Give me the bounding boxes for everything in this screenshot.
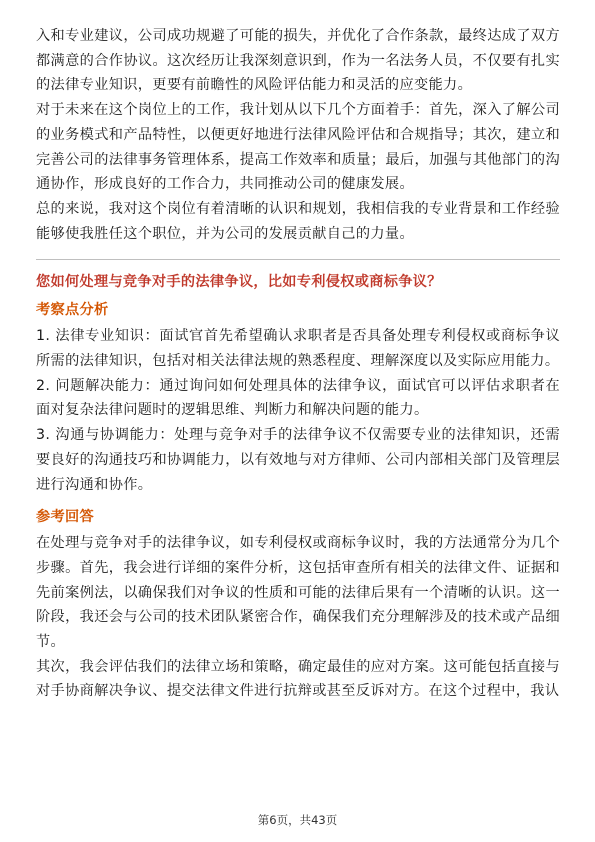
analysis-item-1: 1. 法律专业知识：面试官首先希望确认求职者是否具备处理专利侵权或商标争议所需的法律知识，包括对相关法律法规的熟悉程度、理解深度以及实际应用能力。 — [36, 328, 560, 370]
answer-title: 参考回答 — [36, 509, 94, 526]
page-number-footer: 第6页，共43页 — [257, 813, 338, 827]
answer-paragraph-2: 其次，我会评估我们的法律立场和策略，确定最佳的应对方案。这可能包括直接与对手协商解决争议、提交法律文件进行抗辩或甚至反诉对方。在这个过程中，我认 — [36, 658, 560, 700]
intro-paragraph-2: 对于未来在这个岗位上的工作，我计划从以下几个方面着手：首先，深入了解公司的业务模式和产品特性，以便更好地进行法律风险评估和合规指导；其次，建立和完善公司的法律事务管理体系，提高工作效率和质量；最后，加强与其他部门的沟通协作，形成良好的工作合力，共同推动公司的健康发展。 — [36, 102, 560, 193]
analysis-item-2: 2. 问题解决能力：通过询问如何处理具体的法律争议，面试官可以评估求职者在面对复杂法律问题时的逻辑思维、判断力和解决问题的能力。 — [36, 377, 560, 419]
analysis-title: 考察点分析 — [36, 302, 109, 319]
page-content — [36, 24, 560, 704]
answer-paragraph-1: 在处理与竞争对手的法律争议，如专利侵权或商标争议时，我的方法通常分为几个步骤。首先，我会进行详细的案件分析，这包括审查所有相关的法律文件、证据和先前案例法，以确保我们对争议的性质和可能的法律后果有一个清晰的认识。这一阶段，我还会与公司的技术团队紧密合作，确保我们充分理解涉及的技术或产品细节。 — [36, 535, 560, 651]
intro-paragraph-3: 总的来说，我对这个岗位有着清晰的认识和规划，我相信我的专业背景和工作经验能够使我胜任这个职位，并为公司的发展贡献自己的力量。 — [36, 200, 560, 242]
intro-paragraph-1: 入和专业建议，公司成功规避了可能的损失，并优化了合作条款，最终达成了双方都满意的合作协议。这次经历让我深刻意识到，作为一名法务人员，不仅要有扎实的法律专业知识，更要有前瞻性的风险评估能力和灵活的应变能力。 — [36, 28, 560, 94]
question-heading: 您如何处理与竞争对手的法律争议，比如专利侵权或商标争议？ — [36, 274, 442, 291]
analysis-item-3: 3. 沟通与协调能力：处理与竞争对手的法律争议不仅需要专业的法律知识，还需要良好的沟通技巧和协调能力，以有效地与对方律师、公司内部相关部门及管理层进行沟通和协作。 — [36, 427, 560, 493]
section-divider — [36, 259, 560, 260]
